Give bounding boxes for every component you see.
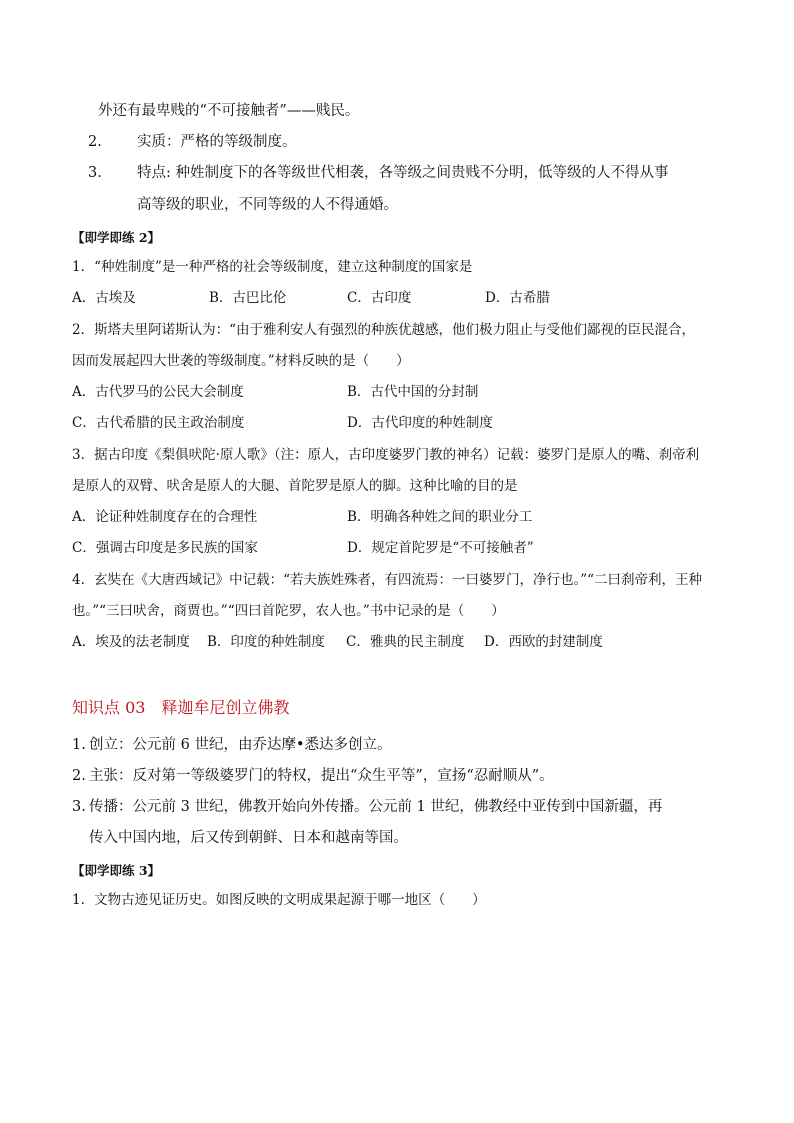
section-03-label: 知识点 03 [72,698,146,717]
question-2-option-a: A．古代罗马的公民大会制度 [72,384,244,400]
question-1-option-b: B．古巴比伦 [209,290,287,306]
practice-3-question-1-stem: 1．文物古迹见证历史。如图反映的文明成果起源于哪一地区（ ） [72,892,486,908]
question-1-stem: 1．“种姓制度”是一种严格的社会等级制度，建立这种制度的国家是 [72,259,473,275]
section-item-3-line-2: 传入中国内地，后又传到朝鲜、日本和越南等国。 [89,830,408,846]
section-item-2-text: 主张：反对第一等级婆罗门的特权，提出“众生平等”，宣扬“忍耐顺从”。 [89,768,554,784]
question-4-stem-line-1: 4．玄奘在《大唐西域记》中记载：“若夫族姓殊者，有四流焉：一曰婆罗门，净行也。”“二曰刹帝利，王种 [72,572,703,588]
question-1-option-d: D．古希腊 [485,290,550,306]
question-3-option-b: B．明确各种姓之间的职业分工 [347,509,533,525]
question-3-option-c: C．强调古印度是多民族的国家 [72,540,258,556]
question-2-stem-line-2: 因而发展起四大世袭的等级制度。”材料反映的是（ ） [72,353,410,369]
question-3-option-a: A．论证种姓制度存在的合理性 [72,509,258,525]
caste-continuation: 外还有最卑贱的“不可接触者”——贱民。 [98,103,360,119]
section-item-1-number: 1. [72,737,86,753]
practice-3-tag: 【即学即练 3】 [72,863,161,878]
question-4-option-a: A．埃及的法老制度 [72,634,190,650]
caste-item-2-number: 2. [88,134,102,150]
question-2-option-c: C．古代希腊的民主政治制度 [72,415,245,431]
caste-item-2-text: 实质：严格的等级制度。 [137,134,297,150]
question-4-option-c: C．雅典的民主制度 [346,634,465,650]
question-3-option-d: D．规定首陀罗是“不可接触者” [347,540,534,556]
question-4-stem-line-2: 也。”“三曰吠舍，商贾也。”“四曰首陀罗，农人也。”书中记录的是（ ） [72,603,505,619]
caste-item-3-number: 3. [88,165,102,181]
question-2-option-b: B．古代中国的分封制 [347,384,479,400]
question-2-option-d: D．古代印度的种姓制度 [347,415,493,431]
section-item-1-text: 创立：公元前 6 世纪，由乔达摩•悉达多创立。 [89,737,392,753]
question-2-stem-line-1: 2．斯塔夫里阿诺斯认为：“由于雅利安人有强烈的种族优越感，他们极力阻止与受他们鄙视的臣民混合， [72,322,695,338]
section-item-3-line-1: 传播：公元前 3 世纪，佛教开始向外传播。公元前 1 世纪，佛教经中亚传到中国新疆，再 [89,799,663,815]
question-3-stem-line-2: 是原人的双臂、吠舍是原人的大腿、首陀罗是原人的脚。这种比喻的目的是 [72,478,518,494]
section-item-3-number: 3. [72,799,86,815]
practice-2-tag: 【即学即练 2】 [72,230,161,245]
question-4-option-d: D．西欧的封建制度 [484,634,603,650]
caste-item-3-line-2: 高等级的职业，不同等级的人不得通婚。 [137,197,398,213]
question-4-option-b: B．印度的种姓制度 [207,634,325,650]
question-1-option-a: A．古埃及 [72,290,136,306]
section-item-2-number: 2. [72,768,86,784]
section-03-title: 释迦牟尼创立佛教 [161,698,290,717]
caste-item-3-line-1: 特点: 种姓制度下的各等级世代相袭，各等级之间贵贱不分明，低等级的人不得从事 [137,165,669,181]
section-03-heading [72,698,289,718]
question-3-stem-line-1: 3．据古印度《梨俱吠陀·原人歌》（注：原人，古印度婆罗门教的神名）记载：婆罗门是原人的嘴、刹帝利 [72,447,700,463]
question-1-option-c: C．古印度 [347,290,412,306]
